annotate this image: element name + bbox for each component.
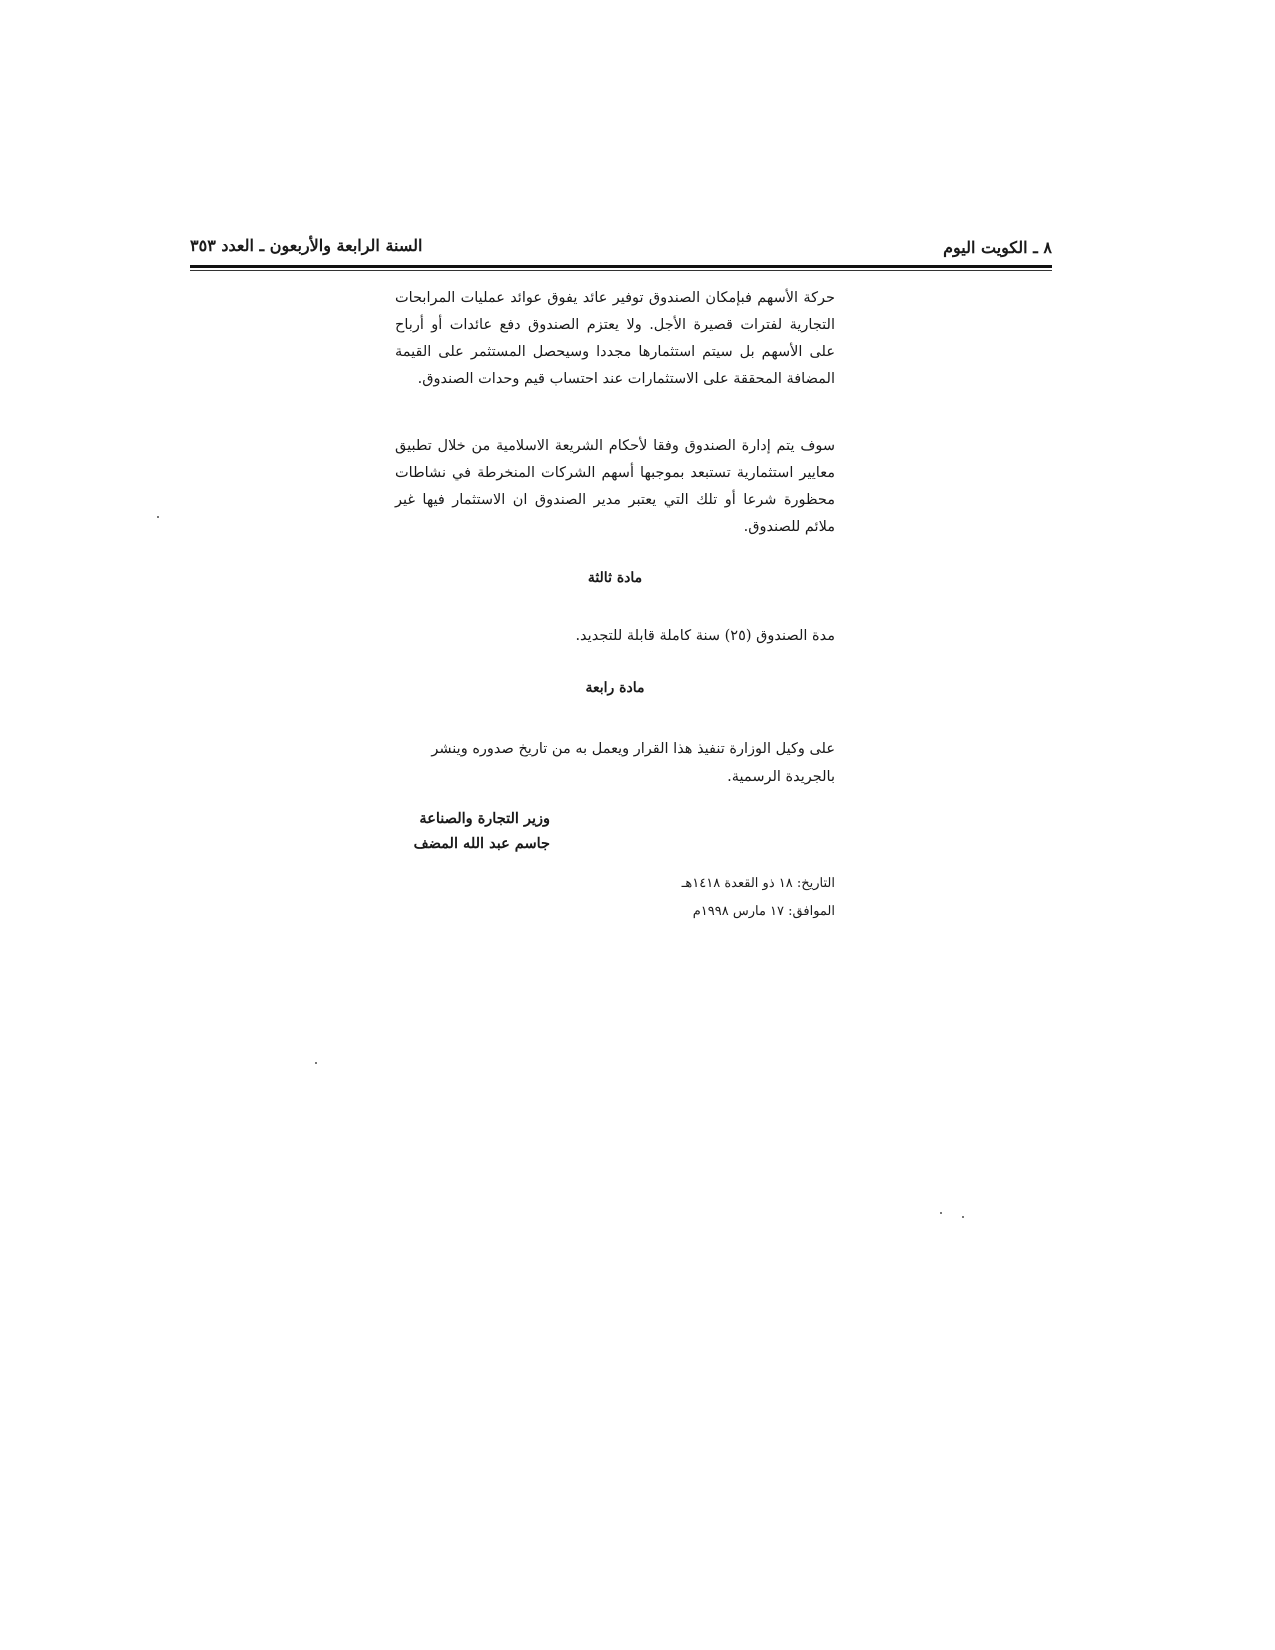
signatory-name: جاسم عبد الله المضف xyxy=(413,835,550,852)
scan-speck xyxy=(157,516,159,518)
article-3-title: مادة ثالثة xyxy=(587,570,643,586)
hijri-date: التاريخ: ١٨ ذو القعدة ١٤١٨هـ xyxy=(681,876,835,891)
scan-speck xyxy=(315,1062,317,1064)
article-3-text: مدة الصندوق (٢٥) سنة كاملة قابلة للتجديد. xyxy=(575,628,835,644)
gregorian-date: الموافق: ١٧ مارس ١٩٩٨م xyxy=(692,904,835,919)
issue-info: السنة الرابعة والأربعون ـ العدد ٣٥٣ xyxy=(190,236,423,255)
scan-speck xyxy=(962,1216,964,1218)
page-number-and-title: ٨ ـ الكويت اليوم xyxy=(943,238,1052,257)
signature-block xyxy=(400,806,550,856)
date-block xyxy=(620,870,835,926)
scan-speck xyxy=(940,1212,942,1214)
signatory-title: وزير التجارة والصناعة xyxy=(419,810,550,827)
page-header xyxy=(190,230,1052,264)
article-4-text: على وكيل الوزارة تنفيذ هذا القرار ويعمل به من تاريخ صدوره وينشر بالجريدة الرسمية. xyxy=(431,741,835,785)
article-4-title: مادة رابعة xyxy=(585,680,645,696)
body-paragraph-2: سوف يتم إدارة الصندوق وفقا لأحكام الشريعة الاسلامية من خلال تطبيق معايير استثمارية تستبعد بموجبها أسهم الشركات المنخرطة في نشاطات محظورة شرعا أو تلك التي يعتبر مدير الصندوق ان الاستثمار فيها غير ملائم للصندوق. xyxy=(395,438,835,535)
body-paragraph-1: حركة الأسهم فبإمكان الصندوق توفير عائد يفوق عوائد عمليات المرابحات التجارية لفترات قصيرة الأجل. ولا يعتزم الصندوق دفع عائدات أو أرباح على الأسهم بل سيتم استثمارها مجددا وسيحصل المستثمر على القيمة المضافة المحققة على الاستثمارات عند احتساب قيم وحدات الصندوق. xyxy=(395,290,835,387)
header-rule xyxy=(190,265,1052,268)
header-rule-thin xyxy=(190,270,1052,271)
